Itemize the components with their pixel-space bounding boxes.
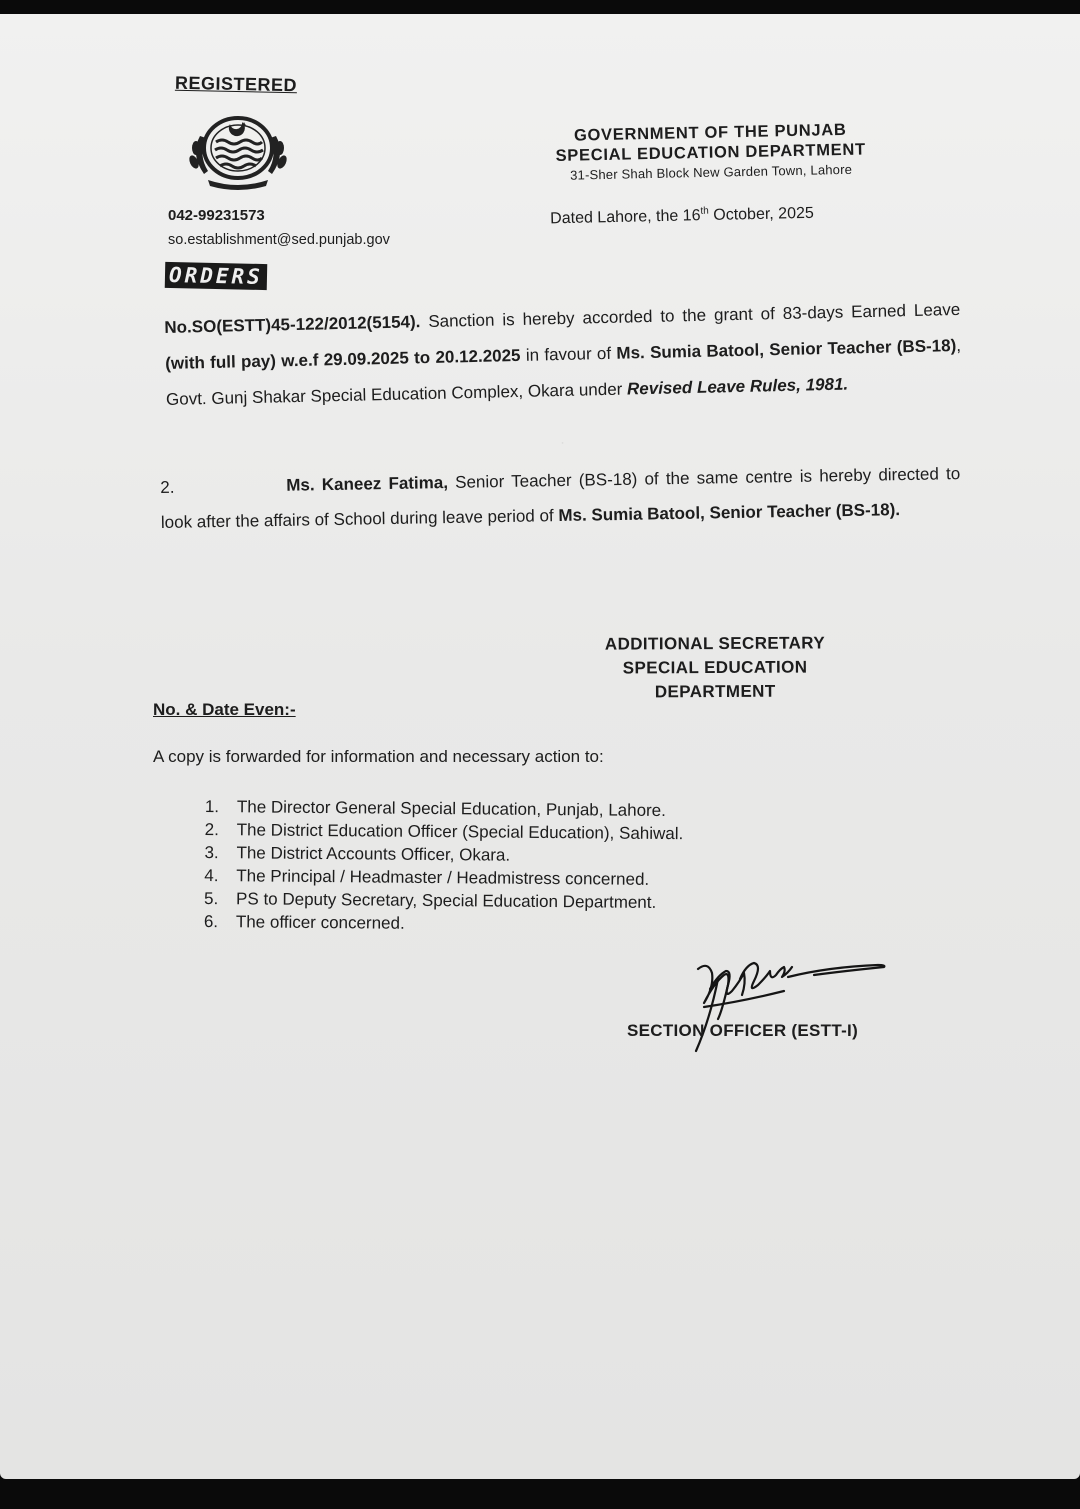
registered-label: REGISTERED	[174, 72, 298, 96]
document-page	[0, 14, 1080, 1479]
phone-number: 042-99231573	[168, 207, 265, 224]
recipient-list	[204, 795, 684, 937]
additional-secretary-block: ADDITIONAL SECRETARY SPECIAL EDUCATION DEPARTMENT	[604, 633, 826, 702]
department-title: SPECIAL EDUCATION DEPARTMENT	[555, 140, 866, 165]
order-reference: No.SO(ESTT)45-122/2012(5154).	[164, 312, 421, 337]
order-paragraph-1: No.SO(ESTT)45-122/2012(5154). Sanction is hereby accorded to the grant of 83-days Earned Leave (with full pay) w.e.f 29.09.2025 to 20.12.2025 in favour of Ms. Sumia Batool, Senior Teacher (BS-18), Govt. Gunj Shakar Special Education Complex, Okara under Revised Leave Rules, 1981.	[164, 299, 962, 409]
no-date-even: No. & Date Even:-	[153, 700, 296, 719]
letterhead	[555, 120, 866, 186]
department-address: 31-Sher Shah Block New Garden Town, Lahore	[569, 161, 853, 183]
handwritten-signature	[680, 949, 900, 1069]
email-address: so.establishment@sed.punjab.gov	[168, 232, 390, 248]
gov-title: GOVERNMENT OF THE PUNJAB	[573, 120, 847, 145]
list-item: 5. PS to Deputy Secretary, Special Education Department.	[204, 888, 657, 912]
punjab-seal-logo	[178, 106, 298, 192]
bleed-through: ·	[559, 433, 566, 452]
list-item: 1. The Director General Special Education, Punjab, Lahore.	[204, 796, 666, 821]
date-line: Dated Lahore, the 16th October, 2025	[550, 204, 814, 228]
copy-forwarded-line: A copy is forwarded for information and necessary action to:	[153, 747, 604, 766]
section-officer-title: SECTION OFFICER (ESTT-I)	[627, 1021, 859, 1040]
list-item: 3. The District Accounts Officer, Okara.	[204, 842, 511, 865]
orders-heading	[165, 262, 267, 290]
list-item: 6. The officer concerned.	[203, 911, 405, 933]
orders-label: ORDERS	[168, 263, 264, 289]
list-item: 4. The Principal / Headmaster / Headmistress concerned.	[204, 865, 650, 889]
order-paragraph-2: 2. Ms. Kaneez Fatima, Senior Teacher (BS-18) of the same centre is hereby directed to look after the affairs of School during leave period of Ms. Sumia Batool, Senior Teacher (BS-18).	[160, 464, 961, 532]
list-item: 2. The District Education Officer (Special Education), Sahiwal.	[204, 819, 684, 844]
